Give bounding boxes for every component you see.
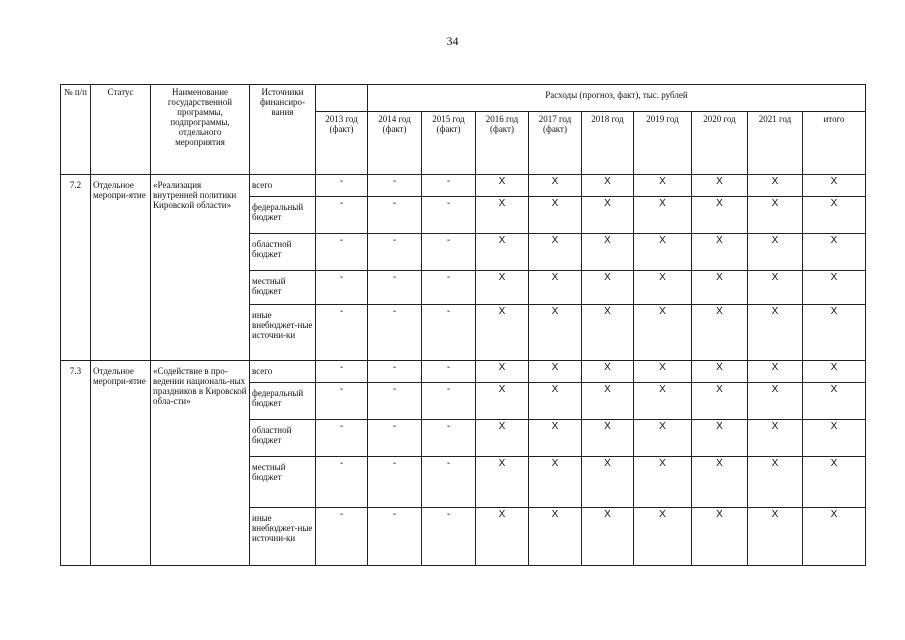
value-cell: - (422, 197, 476, 234)
row-source: федеральный бюджет (250, 383, 316, 420)
year-header: 2021 год (748, 112, 803, 175)
value-cell: X (692, 457, 748, 508)
year-header: 2016 год (факт) (476, 112, 529, 175)
value-cell: X (582, 457, 634, 508)
value-cell: - (316, 361, 368, 383)
year-header: 2020 год (692, 112, 748, 175)
value-cell: X (634, 361, 692, 383)
value-cell: - (422, 457, 476, 508)
value-cell: X (803, 508, 866, 566)
value-cell: X (748, 197, 803, 234)
row-status: Отдельное меропри-ятие (91, 361, 151, 566)
value-cell: X (476, 197, 529, 234)
value-cell: X (634, 305, 692, 361)
value-cell: - (368, 383, 422, 420)
value-cell: X (634, 234, 692, 271)
row-source: федеральный бюджет (250, 197, 316, 234)
year-header: 2018 год (582, 112, 634, 175)
value-cell: X (803, 271, 866, 305)
row-num: 7.3 (61, 361, 91, 566)
year-header: 2019 год (634, 112, 692, 175)
value-cell: X (529, 457, 582, 508)
header-status: Статус (91, 85, 151, 175)
value-cell: X (582, 508, 634, 566)
value-cell: X (529, 361, 582, 383)
value-cell: - (316, 197, 368, 234)
value-cell: X (634, 271, 692, 305)
year-header: 2013 год (факт) (316, 112, 368, 175)
value-cell: X (582, 234, 634, 271)
value-cell: X (582, 305, 634, 361)
row-name: «Содействие в про-ведении националь-ных праздников в Кировской обла-сти» (151, 361, 250, 566)
value-cell: X (529, 197, 582, 234)
value-cell: - (316, 271, 368, 305)
row-source: областной бюджет (250, 234, 316, 271)
year-header: 2017 год (факт) (529, 112, 582, 175)
value-cell: X (748, 305, 803, 361)
value-cell: X (582, 197, 634, 234)
row-source: всего (250, 361, 316, 383)
value-cell: - (368, 271, 422, 305)
value-cell: X (634, 457, 692, 508)
value-cell: - (422, 234, 476, 271)
value-cell: X (692, 234, 748, 271)
budget-table (60, 84, 866, 566)
value-cell: X (748, 420, 803, 457)
table-row (61, 175, 866, 197)
value-cell: - (316, 383, 368, 420)
row-source: местный бюджет (250, 271, 316, 305)
value-cell: X (748, 457, 803, 508)
row-num: 7.2 (61, 175, 91, 361)
year-header: итого (803, 112, 866, 175)
value-cell: - (422, 305, 476, 361)
value-cell: - (368, 175, 422, 197)
header-row (61, 85, 866, 112)
header-sources: Источники финансиро-вания (250, 85, 316, 175)
value-cell: X (748, 175, 803, 197)
value-cell: X (692, 271, 748, 305)
value-cell: X (476, 361, 529, 383)
value-cell: X (634, 508, 692, 566)
value-cell: X (476, 175, 529, 197)
value-cell: X (692, 508, 748, 566)
value-cell: - (422, 420, 476, 457)
value-cell: - (368, 457, 422, 508)
value-cell: X (476, 305, 529, 361)
value-cell: - (316, 508, 368, 566)
row-source: иные внебюджет-ные источни-ки (250, 305, 316, 361)
value-cell: X (476, 457, 529, 508)
value-cell: X (476, 383, 529, 420)
value-cell: X (748, 361, 803, 383)
table-row (61, 361, 866, 383)
page-number: 34 (446, 34, 459, 48)
value-cell: X (582, 383, 634, 420)
row-source: местный бюджет (250, 457, 316, 508)
value-cell: - (368, 197, 422, 234)
value-cell: X (803, 457, 866, 508)
value-cell: X (529, 305, 582, 361)
value-cell: X (692, 197, 748, 234)
value-cell: X (529, 383, 582, 420)
value-cell: X (803, 383, 866, 420)
row-name: «Реализация внутренней политики Кировской области» (151, 175, 250, 361)
value-cell: X (634, 383, 692, 420)
value-cell: X (692, 420, 748, 457)
value-cell: - (368, 361, 422, 383)
value-cell: - (316, 457, 368, 508)
value-cell: - (422, 361, 476, 383)
value-cell: X (692, 383, 748, 420)
value-cell: - (422, 383, 476, 420)
value-cell: X (748, 234, 803, 271)
value-cell: X (748, 508, 803, 566)
value-cell: - (316, 234, 368, 271)
value-cell: - (368, 508, 422, 566)
value-cell: X (692, 305, 748, 361)
value-cell: X (803, 234, 866, 271)
year-header: 2014 год (факт) (368, 112, 422, 175)
value-cell: X (803, 361, 866, 383)
value-cell: - (316, 420, 368, 457)
value-cell: X (634, 175, 692, 197)
value-cell: X (634, 197, 692, 234)
value-cell: - (422, 175, 476, 197)
value-cell: - (422, 508, 476, 566)
value-cell: X (803, 420, 866, 457)
value-cell: X (529, 175, 582, 197)
value-cell: X (748, 383, 803, 420)
row-source: областной бюджет (250, 420, 316, 457)
value-cell: X (803, 305, 866, 361)
value-cell: X (529, 508, 582, 566)
value-cell: X (692, 361, 748, 383)
value-cell: X (476, 508, 529, 566)
header-name: Наименование государственной программы, подпрограммы, отдельного мероприятия (151, 85, 250, 175)
header-expenses: Расходы (прогноз, факт), тыс. рублей (368, 85, 866, 112)
value-cell: - (422, 271, 476, 305)
value-cell: - (316, 305, 368, 361)
value-cell: X (634, 420, 692, 457)
value-cell: X (529, 420, 582, 457)
value-cell: X (582, 361, 634, 383)
value-cell: X (529, 234, 582, 271)
value-cell: X (692, 175, 748, 197)
row-source: иные внебюджет-ные источни-ки (250, 508, 316, 566)
value-cell: - (316, 175, 368, 197)
value-cell: X (803, 197, 866, 234)
value-cell: - (368, 234, 422, 271)
year-header: 2015 год (факт) (422, 112, 476, 175)
value-cell: X (582, 271, 634, 305)
value-cell: X (582, 420, 634, 457)
value-cell: X (803, 175, 866, 197)
header-num: № п/п (61, 85, 91, 175)
row-status: Отдельное меропри-ятие (91, 175, 151, 361)
value-cell: X (748, 271, 803, 305)
value-cell: X (476, 234, 529, 271)
value-cell: - (368, 420, 422, 457)
value-cell: X (476, 271, 529, 305)
value-cell: X (476, 420, 529, 457)
row-source: всего (250, 175, 316, 197)
value-cell: X (529, 271, 582, 305)
header-blank-cell (316, 85, 368, 112)
value-cell: X (582, 175, 634, 197)
value-cell: - (368, 305, 422, 361)
